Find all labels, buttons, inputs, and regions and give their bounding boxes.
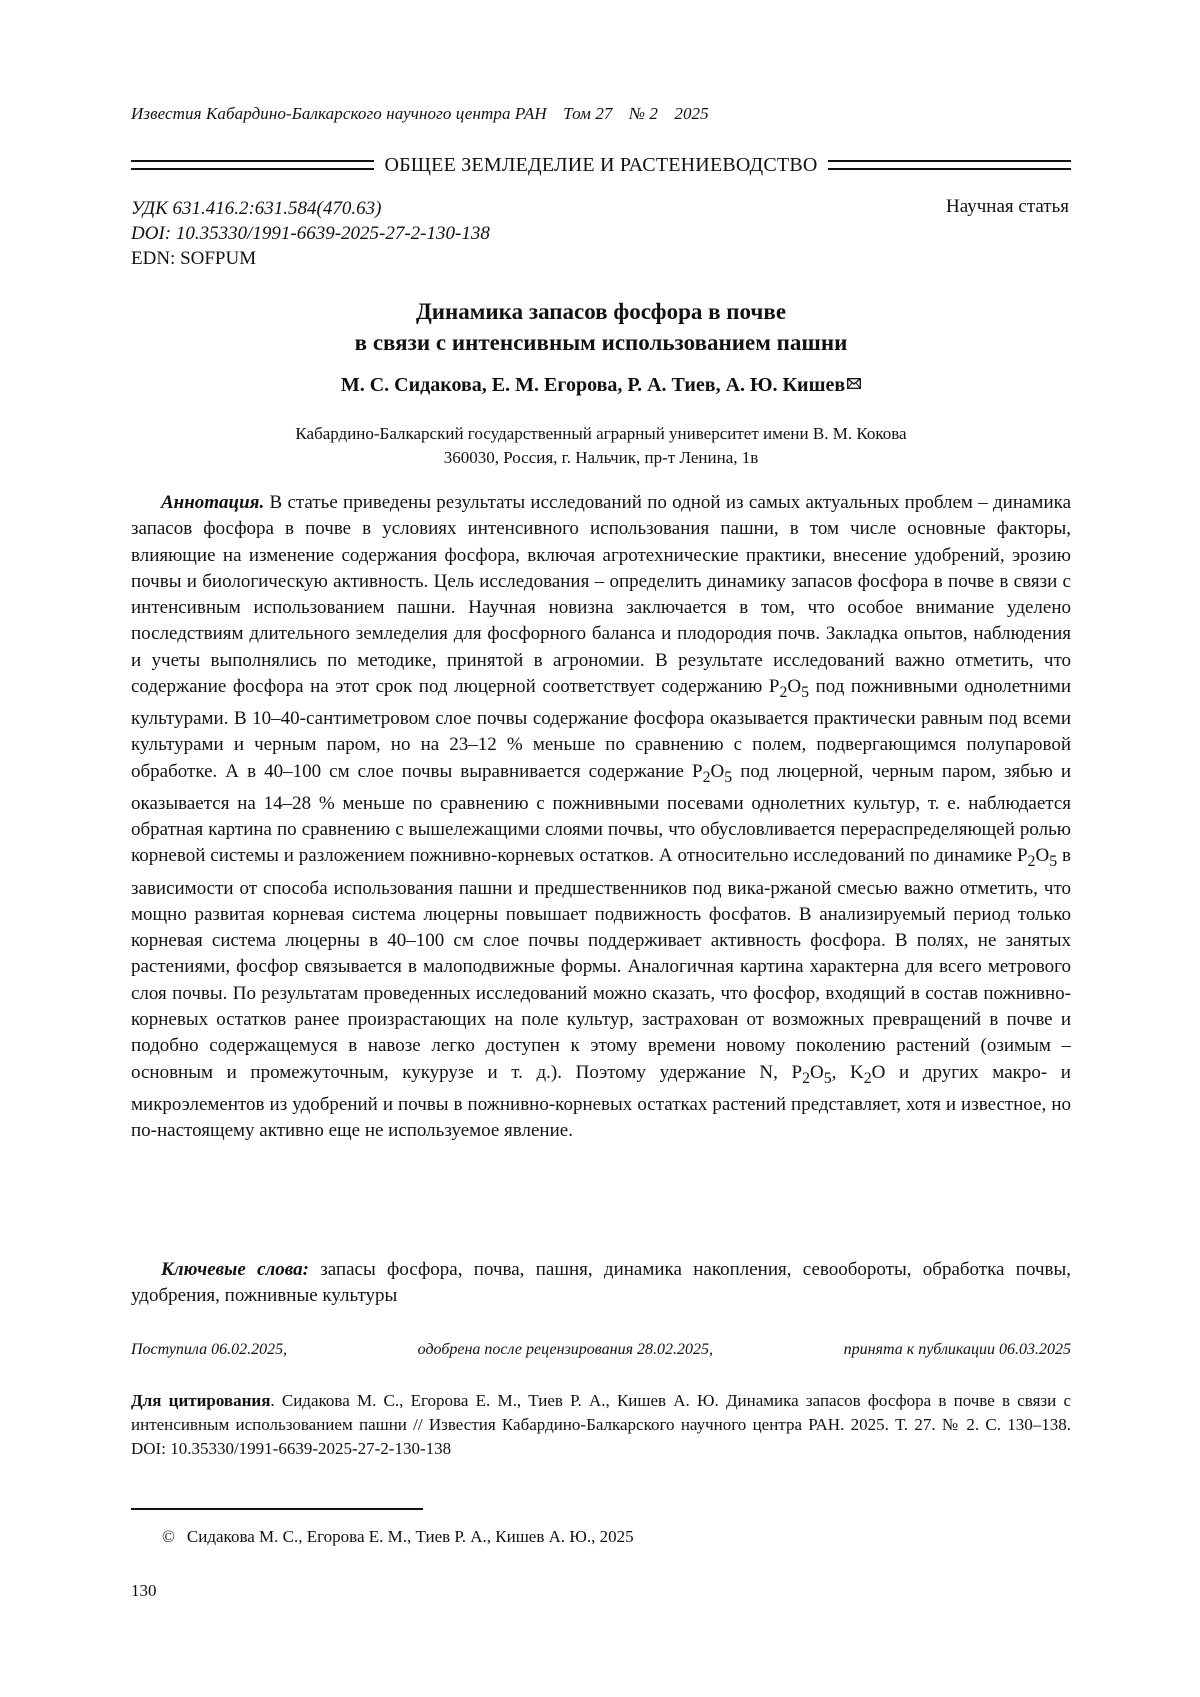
article-dates <box>131 1341 1071 1359</box>
abstract-text-3: под люцерной, черным паром, зябью и оказывается на 14–28 % меньше по сравнению с пожнивными посевами однолетних культур, т. е. наблюдается обратная картина по сравнению с вышележащими слоями почвы, что обусловливается перераспределяющей ролью корневой системы и разложением пожнивно-корневых остатков. А относительно исследований по динамике P <box>131 760 1071 867</box>
authors <box>131 374 1071 397</box>
journal-volume: Том 27 <box>563 104 613 123</box>
subscript-letter: O <box>1035 845 1050 867</box>
double-rule-right <box>828 160 1071 170</box>
subscript: 5 <box>801 683 810 701</box>
subscript: 2 <box>802 1069 810 1087</box>
keywords-text: запасы фосфора, почва, пашня, динамика накопления, севообороты, обработка почвы, удобрения, пожнивные культуры <box>131 1259 1072 1306</box>
citation <box>131 1389 1071 1461</box>
title-line-2: в связи с интенсивным использованием пашни <box>354 330 848 355</box>
subscript: 5 <box>1049 853 1058 871</box>
subscript: 2 <box>702 768 711 786</box>
citation-text: . Сидакова М. С., Егорова Е. М., Тиев Р. А., Кишев А. Ю. Динамика запасов фосфора в почве в связи с интенсивным использованием пашни // Известия Кабардино-Балкарского научного центра РАН. 2025. Т. 27. № 2. С. 130–138. DOI: 10.35330/1991-6639-2025-27-2-130-138 <box>131 1391 1071 1458</box>
subscript: 2 <box>1027 853 1036 871</box>
page-number: 130 <box>131 1581 157 1600</box>
abstract-text-2: под пожнивными однолетними культурами. В 10–40-сантиметровом слое почвы содержание фосфора оказывается практически равным под всеми культурами и черным паром, но на 23–12 % меньше по сравнению с полем, подвергающимся полупаровой обработке. А в 40–100 см слое почвы выравнивается содержание P <box>131 676 1072 782</box>
copyright-text: Сидакова М. С., Егорова Е. М., Тиев Р. А., Кишев А. Ю., 2025 <box>186 1527 634 1546</box>
abstract-text-5: , K <box>831 1061 864 1083</box>
copyright <box>162 1527 634 1547</box>
date-accepted: принята к публикации 06.03.2025 <box>843 1341 1071 1358</box>
affiliation-line-1: Кабардино-Балкарский государственный аграрный университет имени В. М. Кокова <box>295 424 907 443</box>
abstract-label: Аннотация. <box>161 492 265 513</box>
article-meta <box>131 196 490 271</box>
title-line-1: Динамика запасов фосфора в почве <box>415 299 787 324</box>
subscript: 2 <box>863 1069 872 1087</box>
citation-label: Для цитирования <box>131 1391 271 1410</box>
envelope-icon <box>847 372 861 395</box>
abstract-text-6: O и других макро- и микроэлементов из удобрений и почвы в пожнивно-корневых остатках растений представляет, хотя и известное, но по-настоящему активно еще не используемое явление. <box>131 1061 1071 1142</box>
abstract-text-1: В статье приведены результаты исследований по одной из самых актуальных проблем – динамика запасов фосфора в почве в условиях интенсивного использования пашни, в том числе основные факторы, влияющие на изменение содержания фосфора, включая агротехнические практики, внесение удобрений, эрозию почвы и биологическую активность. Цель исследования – определить динамику запасов фосфора в почве в связи с интенсивным использованием пашни. Научная новизна заключается в том, что особое внимание уделено последствиям длительного земледелия для фосфорного баланса и плодородия почв. Закладка опытов, наблюдения и учеты выполнялись по методике, принятой в агрономии. В результате исследований важно отметить, что содержание фосфора на этот срок под люцерной соответствует содержанию P <box>131 492 1071 698</box>
section-header <box>131 150 1071 180</box>
journal-header <box>131 104 721 124</box>
abstract <box>131 490 1071 1144</box>
journal-name: Известия Кабардино-Балкарского научного центра РАН <box>131 104 547 123</box>
journal-year: 2025 <box>674 104 709 123</box>
edn: EDN: SOFPUM <box>131 248 257 269</box>
copyright-icon: © <box>162 1527 175 1546</box>
doi: DOI: 10.35330/1991-6639-2025-27-2-130-138 <box>131 223 490 244</box>
article-type: Научная статья <box>946 196 1069 217</box>
subscript: 5 <box>823 1069 832 1087</box>
date-received: Поступила 06.02.2025, <box>131 1341 288 1358</box>
udk: УДК 631.416.2:631.584(470.63) <box>131 198 382 219</box>
abstract-text-4: в зависимости от способа использования пашни и предшественников под вика-ржаной смесью важно отметить, что мощно развитая корневая система люцерны повышает подвижность фосфатов. В анализируемый период только корневая система люцерны в 40–100 см слое почвы поддерживает активность фосфора. В полях, не занятых растениями, фосфор связывается в малоподвижные формы. Аналогичная картина характерна для всего метрового слоя почвы. По результатам проведенных исследований можно сказать, что фосфор, входящий в состав пожнивно-корневых остатков ранее произрастающих на поле культур, застрахован от возможных превращений в почве и подобно содержащемуся в навозе легко доступен к этому времени новому поколению растений (озимым – основным и промежуточным, кукурузе и т. д.). Поэтому удержание N, P <box>131 845 1071 1083</box>
subscript-letter: O <box>710 760 725 782</box>
subscript-letter: O <box>810 1061 824 1083</box>
subscript: 5 <box>724 768 733 786</box>
double-rule-left <box>131 160 374 170</box>
journal-issue: № 2 <box>628 104 658 123</box>
article-title <box>131 296 1071 358</box>
keywords <box>131 1257 1071 1309</box>
subscript-letter: O <box>787 676 802 698</box>
author-list: М. С. Сидакова, Е. М. Егорова, Р. А. Тиев, А. Ю. Кишев <box>340 374 846 396</box>
subscript: 2 <box>779 683 788 701</box>
footnote-divider <box>131 1508 423 1510</box>
date-reviewed: одобрена после рецензирования 28.02.2025, <box>417 1341 713 1358</box>
keywords-label: Ключевые слова: <box>161 1259 309 1280</box>
affiliation-line-2: 360030, Россия, г. Нальчик, пр-т Ленина, 1в <box>443 448 759 467</box>
affiliation <box>131 422 1071 470</box>
section-title: ОБЩЕЕ ЗЕМЛЕДЕЛИЕ И РАСТЕНИЕВОДСТВО <box>384 153 818 176</box>
